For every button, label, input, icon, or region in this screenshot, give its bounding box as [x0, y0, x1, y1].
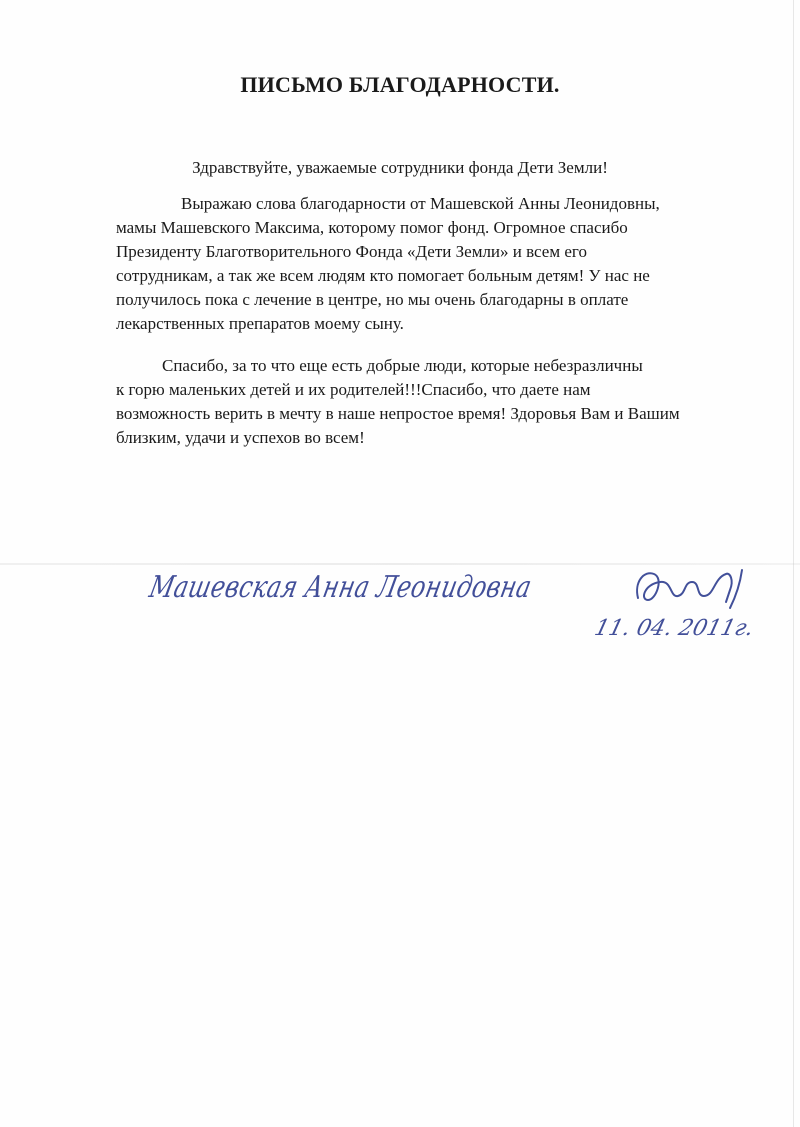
letter-paragraph-2: [116, 354, 736, 450]
paragraph-line: Спасибо, за то что еще есть добрые люди, которые небезразличны: [162, 356, 643, 375]
paragraph-line: Президенту Благотворительного Фонда «Дети Земли» и всем его: [116, 242, 587, 261]
paragraph-line: лекарственных препаратов моему сыну.: [116, 314, 404, 333]
letter-title: ПИСЬМО БЛАГОДАРНОСТИ.: [240, 72, 560, 97]
paragraph-line: получилось пока с лечение в центре, но мы очень благодарны в оплате: [116, 290, 629, 309]
paragraph-line: мамы Машевского Максима, которому помог фонд. Огромное спасибо: [116, 218, 628, 237]
paragraph-line: близким, удачи и успехов во всем!: [116, 428, 365, 447]
letter-paragraph-1: [116, 192, 736, 336]
handwritten-signature-name: Машевская Анна Леонидовна: [146, 570, 535, 605]
letter-greeting: Здравствуйте, уважаемые сотрудники фонда Дети Земли!: [192, 158, 608, 177]
paragraph-line: Выражаю слова благодарности от Машевской Анны Леонидовны,: [181, 194, 660, 213]
paragraph-line: возможность верить в мечту в наше непростое время! Здоровья Вам и Вашим: [116, 404, 680, 423]
signature-scribble: [630, 560, 760, 620]
paragraph-line: к горю маленьких детей и их родителей!!!Спасибо, что даете нам: [116, 380, 591, 399]
handwritten-date: 11. 04. 2011г.: [591, 616, 757, 641]
paragraph-line: сотрудникам, а так же всем людям кто помогает больным детям! У нас не: [116, 266, 650, 285]
